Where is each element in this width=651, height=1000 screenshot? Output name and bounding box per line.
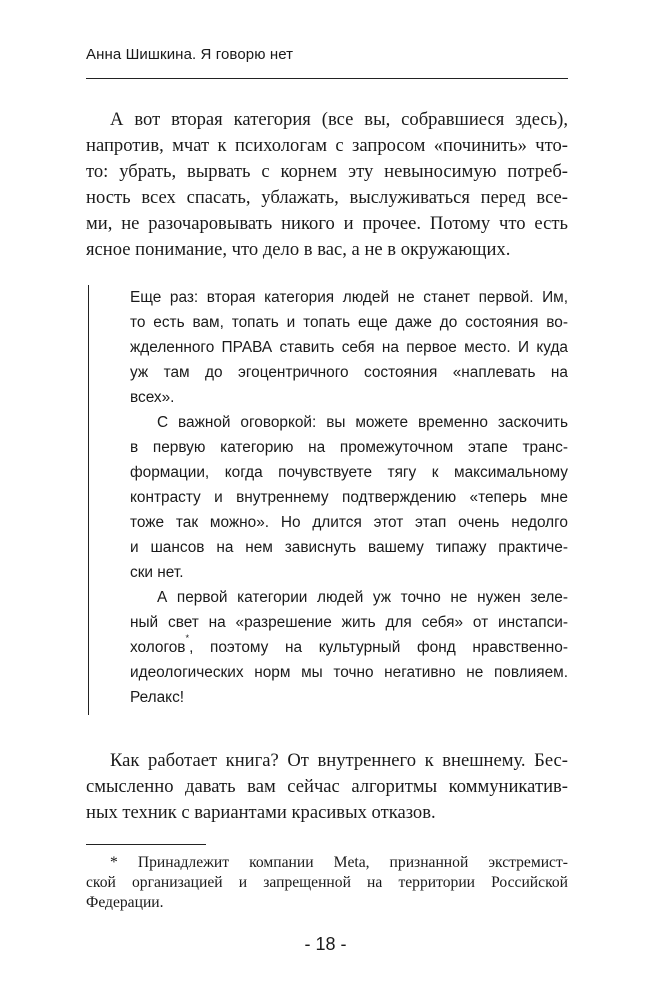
- aside-line: в первую категорию на промежуточном этапе транс-: [130, 439, 568, 456]
- aside-line-start: хологов: [130, 639, 186, 656]
- text-line: ясное понимание, что дело в вас, а не в окружающих.: [86, 239, 511, 260]
- aside-line: и шансов на нем зависнуть вашему типажу практиче-: [130, 539, 568, 556]
- aside-line-end: , поэтому на культурный фонд нравственно-: [189, 639, 568, 656]
- aside-line: всех».: [130, 389, 175, 406]
- footnote-line: ской организацией и запрещенной на территории Российской: [86, 874, 568, 891]
- aside-line: С важной оговоркой: вы можете временно заскочить: [157, 414, 568, 431]
- aside-line: формации, когда почувствуете тягу к максимальному: [130, 464, 568, 481]
- aside-line: ски нет.: [130, 564, 184, 581]
- aside-line: А первой категории людей уж точно не нужен зеле-: [157, 589, 568, 606]
- text-line: ность всех спасать, ублажать, выслуживаться перед все-: [86, 187, 568, 208]
- aside-line: Еще раз: вторая категория людей не станет первой. Им,: [130, 289, 568, 306]
- text-line: ных техник с вариантами красивых отказов.: [86, 802, 436, 823]
- text-line: А вот вторая категория (все вы, собравшиеся здесь),: [110, 109, 568, 130]
- footnote-rule: [86, 844, 206, 845]
- aside-line: [130, 633, 568, 658]
- aside-line: контрасту и внутреннему подтверждению «теперь мне: [130, 489, 568, 506]
- text-line: ми, не разочаровывать никого и прочее. Потому что есть: [86, 213, 568, 234]
- quote-bar: [88, 285, 89, 715]
- aside-line: Релакс!: [130, 689, 185, 706]
- aside-line: тоже так можно». Но длится этот этап очень недолго: [130, 514, 568, 531]
- footnote-line: * Принадлежит компании Meta, признанной экстремист-: [110, 854, 568, 871]
- footnote-marker: *: [185, 633, 190, 643]
- text-line: напротив, мчат к психологам с запросом «починить» что-: [86, 135, 568, 156]
- aside-line: ный свет на «разрешение жить для себя» от инстапси-: [130, 614, 568, 631]
- text-line: смысленно давать вам сейчас алгоритмы коммуникатив-: [86, 776, 568, 797]
- text-line: Как работает книга? От внутреннего к внешнему. Бес-: [110, 750, 568, 771]
- aside-line: жделенного ПРАВА ставить себя на первое место. И куда: [130, 339, 568, 356]
- page-number: - 18 -: [304, 934, 347, 954]
- footnote-line: Федерации.: [86, 894, 164, 911]
- running-head: Анна Шишкина. Я говорю нет: [86, 46, 294, 63]
- aside-line: уж там до эгоцентричного состояния «наплевать на: [130, 364, 568, 381]
- aside-line: идеологических норм мы точно негативно не повлияем.: [130, 664, 568, 681]
- text-line: то: убрать, вырвать с корнем эту невыносимую потреб-: [86, 161, 568, 182]
- aside-line: то есть вам, топать и топать еще даже до состояния во-: [130, 314, 568, 331]
- header-rule: [86, 78, 568, 79]
